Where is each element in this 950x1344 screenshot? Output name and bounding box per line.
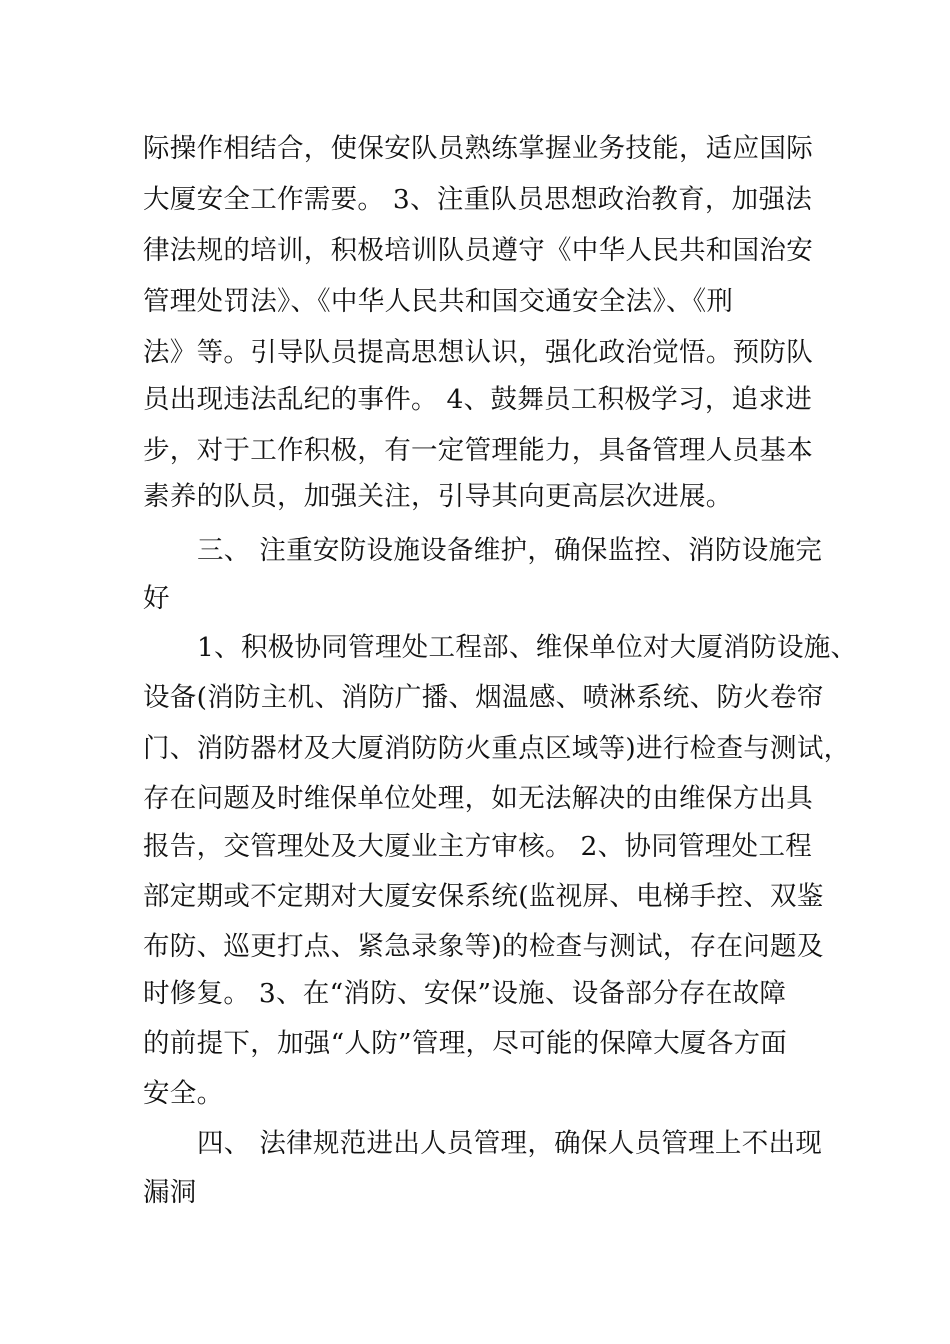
section-heading-4-continued: 漏洞: [143, 1177, 197, 1208]
text-line: 步，对于工作积极，有一定管理能力，具备管理人员基本: [143, 435, 813, 466]
section-heading-4: 四、 法律规范进出人员管理，确保人员管理上不出现: [197, 1128, 823, 1159]
text-line: 管理处罚法》、《中华人民共和国交通安全法》、《刑: [143, 286, 734, 317]
text-line: 存在问题及时维保单位处理，如无法解决的由维保方出具: [143, 783, 813, 814]
text-line: 部定期或不定期对大厦安保系统(监视屏、电梯手控、双鉴: [143, 881, 824, 912]
text-line: 大厦安全工作需要。 3、注重队员思想政治教育，加强法: [143, 184, 813, 215]
text-line: 员出现违法乱纪的事件。 4、鼓舞员工积极学习，追求进: [143, 384, 813, 415]
text-line: 布防、巡更打点、紧急录象等)的检查与测试，存在问题及: [143, 931, 824, 962]
text-line: 际操作相结合，使保安队员熟练掌握业务技能，适应国际: [143, 133, 813, 164]
section-heading-3-continued: 好: [143, 583, 170, 614]
text-line: 安全。: [143, 1078, 224, 1109]
text-line: 门、消防器材及大厦消防防火重点区域等)进行检查与测试，: [143, 733, 851, 764]
section-heading-3: 三、 注重安防设施设备维护，确保监控、消防设施完: [197, 535, 823, 566]
text-line: 素养的队员，加强关注，引导其向更高层次进展。: [143, 481, 733, 512]
text-line: 的前提下，加强“人防”管理，尽可能的保障大厦各方面: [143, 1028, 788, 1059]
text-line: 1、积极协同管理处工程部、维保单位对大厦消防设施、: [197, 632, 858, 663]
text-line: 报告，交管理处及大厦业主方审核。 2、协同管理处工程: [143, 831, 813, 862]
text-line: 设备(消防主机、消防广播、烟温感、喷淋系统、防火卷帘: [143, 682, 824, 713]
text-line: 时修复。 3、在“消防、安保”设施、设备部分存在故障: [143, 978, 787, 1009]
text-line: 律法规的培训，积极培训队员遵守《中华人民共和国治安: [143, 235, 813, 266]
text-line: 法》等。引导队员提高思想认识，强化政治觉悟。预防队: [143, 337, 813, 368]
